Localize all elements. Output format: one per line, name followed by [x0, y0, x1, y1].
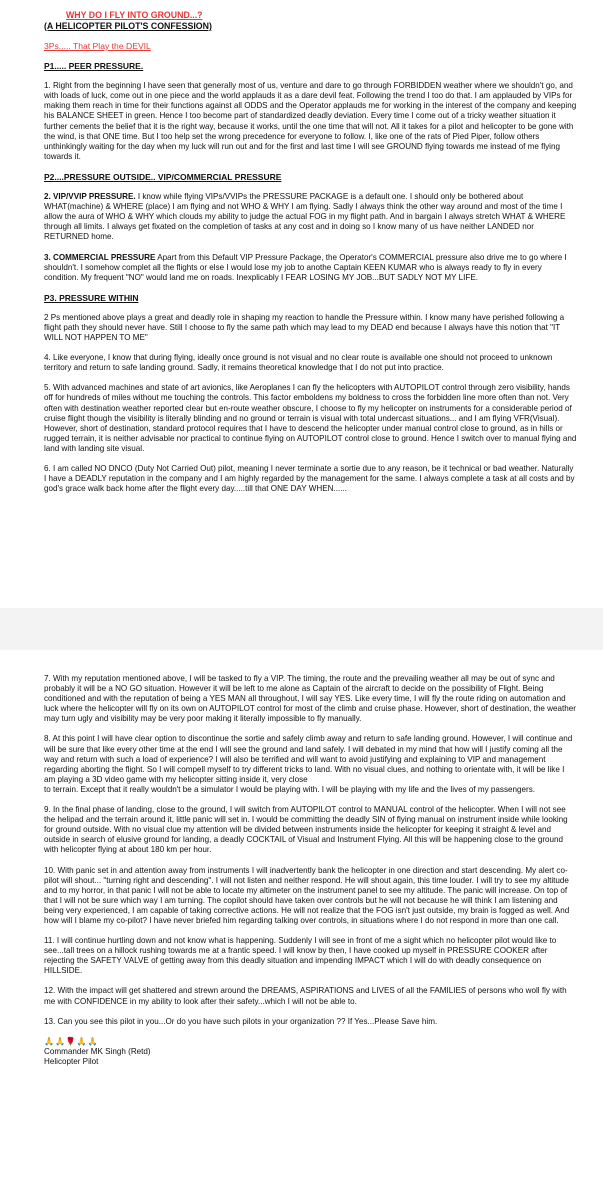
paragraph-2-lead: 2. VIP/VVIP PRESSURE. [44, 192, 136, 202]
paragraph-4: 4. Like everyone, I know that during flying, ideally once ground is not visual and no clear route is available one should not proceed to unknown territory and return to safe landing ground. Sadly, it remains theoretical knowledge that I do not put into practice. [44, 353, 553, 373]
paragraph-11: 11. I will continue hurtling down and not know what is happening. Suddenly I will see in front of me a sight which no helicopter pilot would like to see...tall trees on a hillock rushing towards me at a frantic speed. I will know by then, I have cooked up myself in PRESSURE COOKER after rejecting the SAFETY VALVE of getting away from this deadly situation and impending IMPACT which I will do with deadly consequence on HILLSIDE. [44, 936, 557, 976]
paragraph-3-body: Apart from this Default VIP Pressure Package, the Operator's COMMERCIAL pressure also drive me to go where I shouldn't. I somehow complet all the flights or else I would lose my job to anothe Captain KEEN KUMAR who is always ready to fly in every condition. My frequent "NO" would land me on roads. Inexplicably I FEAR LOSING MY JOB...BUT SADLY NOT MY LIFE. [44, 252, 567, 282]
paragraph-p3-intro: 2 Ps mentioned above plays a great and deadly role in shaping my reaction to handle the Pressure within. I know many have perished following a flight path they should never have. Still I choose to fly the same path which may lead to my DEAD end because I always have this notion that "IT WILL NOT HAPPEN TO ME" [44, 312, 565, 343]
signature-role: Helicopter Pilot [44, 1056, 99, 1066]
paragraph-9: 9. In the final phase of landing, close to the ground, I will switch from AUTOPILOT control to MANUAL control of the helicopter. When I will not see the helipad and the terrain around it, little panic will set in. I would be committing the deadly SIN of flying manual on instrument inside while looking for ground outside. With no visual clue my attention will be divided between instruments inside the helicopter for keeping it straight & level and outside in search of elusive ground for landing, a deadly COCKTAIL of Visual and Instrument Flying. All this will be happening close to the ground with helicopter flying at about 180 km per hour. [44, 805, 568, 855]
paragraph-6: 6. I am called NO DNCO (Duty Not Carried Out) pilot, meaning I never terminate a sortie due to any reason, be it technical or bad weather. Naturally I have a DEADLY reputation in the company and I am highly regarded by the management for the same. I always complete a task at all costs and by god's grace walk back home after the flight every day.....till that ONE DAY WHEN...... [44, 464, 575, 494]
section-heading-p2: P2....PRESSURE OUTSIDE.. VIP/COMMERCIAL PRESSURE [44, 171, 282, 182]
paragraph-13: 13. Can you see this pilot in you...Or do you have such pilots in your organization ?? If Yes...Please Save him. [44, 1016, 438, 1026]
document-page-2 [0, 650, 603, 1200]
paragraph-12: 12. With the impact will get shattered and strewn around the DREAMS, ASPIRATIONS and LIVES of all the FAMILIES of persons who woll fly with me with CONFIDENCE in my ability to look after their safety...which I will not be able to. [44, 986, 567, 1006]
signature-name: Commander MK Singh (Retd) [44, 1046, 151, 1056]
document-subtitle: (A HELICOPTER PILOT'S CONFESSION) [44, 20, 212, 31]
paragraph-8-end: to terrain. Except that it really wouldn't be a simulator I would be playing with. I will be playing with my life and the lives of my passengers. [44, 784, 536, 794]
document-title: WHY DO I FLY INTO GROUND...? [66, 10, 203, 20]
paragraph-2-body: I know while flying VIPs/VVIPs the PRESSURE PACKAGE is a default one. I should only be bothered about WHAT(machine) & WHERE (place) I am flying and not WHO & WHY I am flying. Sadly I always think the other way around and most of the time I allow the aura of WHO & WHY which clouds my ability to judge the actual FOG in my flight path. And in bargain I always stretch WHAT & WHERE through all limits. I always get fixated on the completion of tasks at any cost and in doing so I know many of us have neither LANDED nor RETURNED home. [44, 192, 566, 242]
paragraph-10: 10. With panic set in and attention away from instruments I will inadvertently bank the helicopter in one direction and start descending. My alert co-pilot will shout... "turning right and descending". I will not listen and neither respond. He will shout again, this time louder. I will try to see my altitude and to my horror, in that panic I will not be able to locate my altimeter on the instrument panel to see my altitude. The panic will increase. On top of that I will not be sure which way I am turning. The copilot should have taken over controls but he will not because he will think I am listening and being very experienced, I am capable of taking corrective actions. He will not realize that the FOG isn't just outside, my brain is fogged as well. And how will I blame my co-pilot? I have never briefed him regarding talking over controls, in situations where I do not respond in more than one call. [44, 865, 570, 925]
paragraph-3 [44, 253, 577, 283]
section-heading-p1: P1..... PEER PRESSURE. [44, 61, 144, 72]
document-tagline: 3Ps..... That Play the DEVIL [44, 41, 151, 51]
paragraph-1: 1. Right from the beginning I have seen that generally most of us, venture and dare to go through FORBIDDEN weather where we shouldn't go, and with loads of luck, come out in one piece and the world applauds it as a dare devil feat. Following the trend I too do that. I am applauded by VIPs for making them reach in time for their functions against all ODDS and the Operator applauds me for working in the interest of the company and keeping his BALANCE SHEET in green. Hence I too become part of standardized deadly deviation. Every time I come out of a tricky weather situation it further cements the belief that it is the right way, because it works, until the one time that will not. All it takes for a pilot and helicopter to be gone with the wind, is that ONE time. But I too help set the wrong precedence for everyone to follow. I, like one of the rats of Pied Piper, follow others unthinkingly waiting for the day when my luck will run out and for the first and last time I will see GROUND flying towards me instead of me flying towards it. [44, 81, 577, 161]
paragraph-8 [44, 734, 577, 795]
paragraph-8-main: 8. At this point I will have clear option to discontinue the sortie and safely climb away and return to safe landing ground. However, I will continue and will be sure that like every other time at the end I will see the ground and land safely. I will debated in my mind that how will I justify coming all the way and return with such a load of experience? I will also be terrified and will want to avoid justifying and explaining to VIP and management regarding aborting the flight. So I will compell myself to try different tricks to land. With no visual clues, and nothing to orientate with, it will be like I am playing a 3D video game with my helicopter sitting inside it, very close [44, 734, 573, 784]
paragraph-5: 5. With advanced machines and state of art avionics, like Aeroplanes I can fly the helicopters with AUTOPILOT control through zero visibility, hands off for hundreds of miles without me touching the controls. This factor emboldens my boldness to cross the forbidden line more often than not. Very often with destination weather reported clear but en-route weather obscure, I choose to fly my helicopter on instruments for a considerable period of cruise flight though the visibility is literally blinding and no ground or terrain is visual with total undercast situations... and I am flying VFR(Visual). However, short of destination, standard protocol requires that I have to descend the helicopter under manual control close to ground, as in hills or rugged terrain, it is neither advisable nor practical to continue flying on AUTOPILOT control close to ground. Hence I switch over to manual flying and land with landing site visual. [44, 383, 577, 453]
paragraph-7: 7. With my reputation mentioned above, I will be tasked to fly a VIP. The timing, the route and the prevailing weather all may be out of sync and probably it will be a NO GO situation. However it will be left to me alone as Captain of the aircraft to decide on the possibility of Flight. Being conditioned and with the reputation of being a YES MAN all throughout, I will say YES. Like every time, I will fly the route riding on automation and luck where the helicopter will fly on its own on AUTOPILOT control for most of the climb and cruise phase. However, short of destination, the weather may turn ugly and visibility may be very poor making it literally impossible to fly manually. [44, 674, 576, 724]
paragraph-2 [44, 192, 577, 242]
paragraph-3-lead: 3. COMMERCIAL PRESSURE [44, 252, 156, 262]
section-heading-p3: P3. PRESSURE WITHIN [44, 292, 139, 303]
signature-emojis: 🙏🙏🌹🙏🙏 [44, 1036, 99, 1046]
